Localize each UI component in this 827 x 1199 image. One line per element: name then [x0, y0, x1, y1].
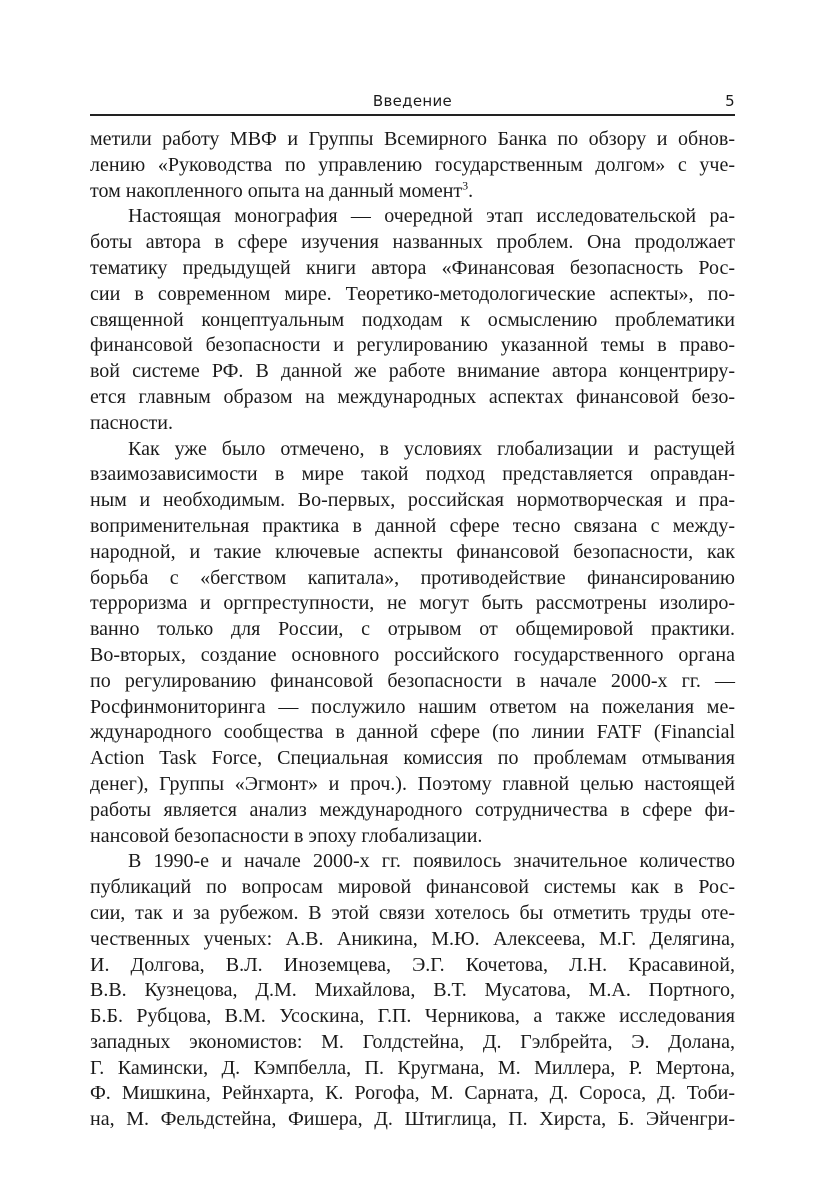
text-line: Как уже было отмечено, в условиях глобализации и растущей [128, 437, 735, 460]
text-line: Ф. Мишкина, Рейнхарта, К. Рогофа, М. Сарната, Д. Сороса, Д. Тоби- [90, 1082, 735, 1105]
text-line: Росфинмониторинга — послужило нашим ответом на пожелания ме- [90, 695, 735, 718]
text-line: тематику предыдущей книги автора «Финансовая безопасность Рос- [90, 256, 735, 279]
text-line: борьба с «бегством капитала», противодействие финансированию [90, 566, 735, 589]
text-line: ным и необходимым. Во-первых, российская нормотворческая и пра- [90, 489, 735, 512]
text-line: воприменительная практика в данной сфере тесно связана с между- [90, 514, 735, 537]
text-line: Б.Б. Рубцова, В.М. Усоскина, Г.П. Черникова, а также исследования [90, 1005, 735, 1028]
body-text [90, 127, 735, 1133]
footnote-marker[interactable]: 3 [462, 177, 469, 192]
text-line: ждународного сообщества в данной сфере (по линии FATF (Financial [90, 721, 735, 744]
text-line: по регулированию финансовой безопасности в начале 2000-х гг. — [90, 669, 735, 692]
text-line: терроризма и оргпреступности, не могут быть рассмотрены изолиро- [90, 592, 735, 615]
text-line-content: том накопленного опыта на данный момент [90, 179, 463, 202]
text-line: чественных ученых: А.В. Аникина, М.Ю. Алексеева, М.Г. Делягина, [90, 927, 735, 950]
text-line: сии, так и за рубежом. В этой связи хотелось бы отметить труды оте- [90, 901, 735, 924]
text-line: метили работу МВФ и Группы Всемирного Банка по обзору и обнов- [90, 128, 735, 150]
text-line: взаимозависимости в мире такой подход представляется оправдан- [90, 463, 735, 486]
text-line: В 1990-е и начале 2000-х гг. появилось значительное количество [128, 850, 735, 873]
header-rule [90, 114, 735, 116]
text-line: работы является анализ международного сотрудничества в сфере фи- [90, 798, 735, 821]
text-line: Action Task Force, Специальная комиссия по проблемам отмывания [90, 747, 735, 770]
text-line: на, М. Фельдстейна, Фишера, Д. Штиглица, П. Хирста, Б. Эйченгри- [90, 1108, 735, 1131]
text-line: Во-вторых, создание основного российского государственного органа [90, 643, 735, 666]
text-line: лению «Руководства по управлению государственным долгом» с уче- [90, 153, 735, 176]
text-line: Г. Камински, Д. Кэмпбелла, П. Кругмана, М. Миллера, Р. Мертона, [90, 1056, 735, 1079]
text-line: вой системе РФ. В данной же работе внимание автора концентриру- [90, 360, 735, 383]
text-line: публикаций по вопросам мировой финансовой системы как в Рос- [90, 876, 735, 899]
running-title: Введение [372, 92, 453, 110]
text-line-end: . [468, 179, 474, 202]
text-line: В.В. Кузнецова, Д.М. Михайлова, В.Т. Мусатова, М.А. Портного, [90, 979, 735, 1002]
text-line: финансовой безопасности и регулированию указанной темы в право- [90, 334, 735, 357]
text-line: пасности. [90, 411, 173, 434]
text-line: ванно только для России, с отрывом от общемировой практики. [90, 618, 735, 641]
text-line: ется главным образом на международных аспектах финансовой безо- [90, 385, 735, 408]
text-line: священной концептуальным подходам к осмыслению проблематики [90, 308, 735, 331]
text-line: Настоящая монография — очередной этап исследовательской ра- [128, 205, 735, 228]
text-line: денег), Группы «Эгмонт» и проч.). Поэтому главной целью настоящей [90, 772, 735, 795]
text-line: нансовой безопасности в эпоху глобализации. [90, 824, 483, 847]
text-line: сии в современном мире. Теоретико-методологические аспекты», по- [90, 282, 735, 305]
page-number: 5 [725, 92, 735, 110]
text-line: западных экономистов: М. Голдстейна, Д. Гэлбрейта, Э. Долана, [90, 1030, 735, 1053]
text-line: И. Долгова, В.Л. Иноземцева, Э.Г. Кочетова, Л.Н. Красавиной, [90, 953, 735, 976]
text-line: народной, и такие ключевые аспекты финансовой безопасности, как [90, 540, 735, 563]
running-header [90, 90, 735, 112]
text-line [90, 179, 735, 205]
text-line: боты автора в сфере изучения названных проблем. Она продолжает [90, 231, 735, 254]
